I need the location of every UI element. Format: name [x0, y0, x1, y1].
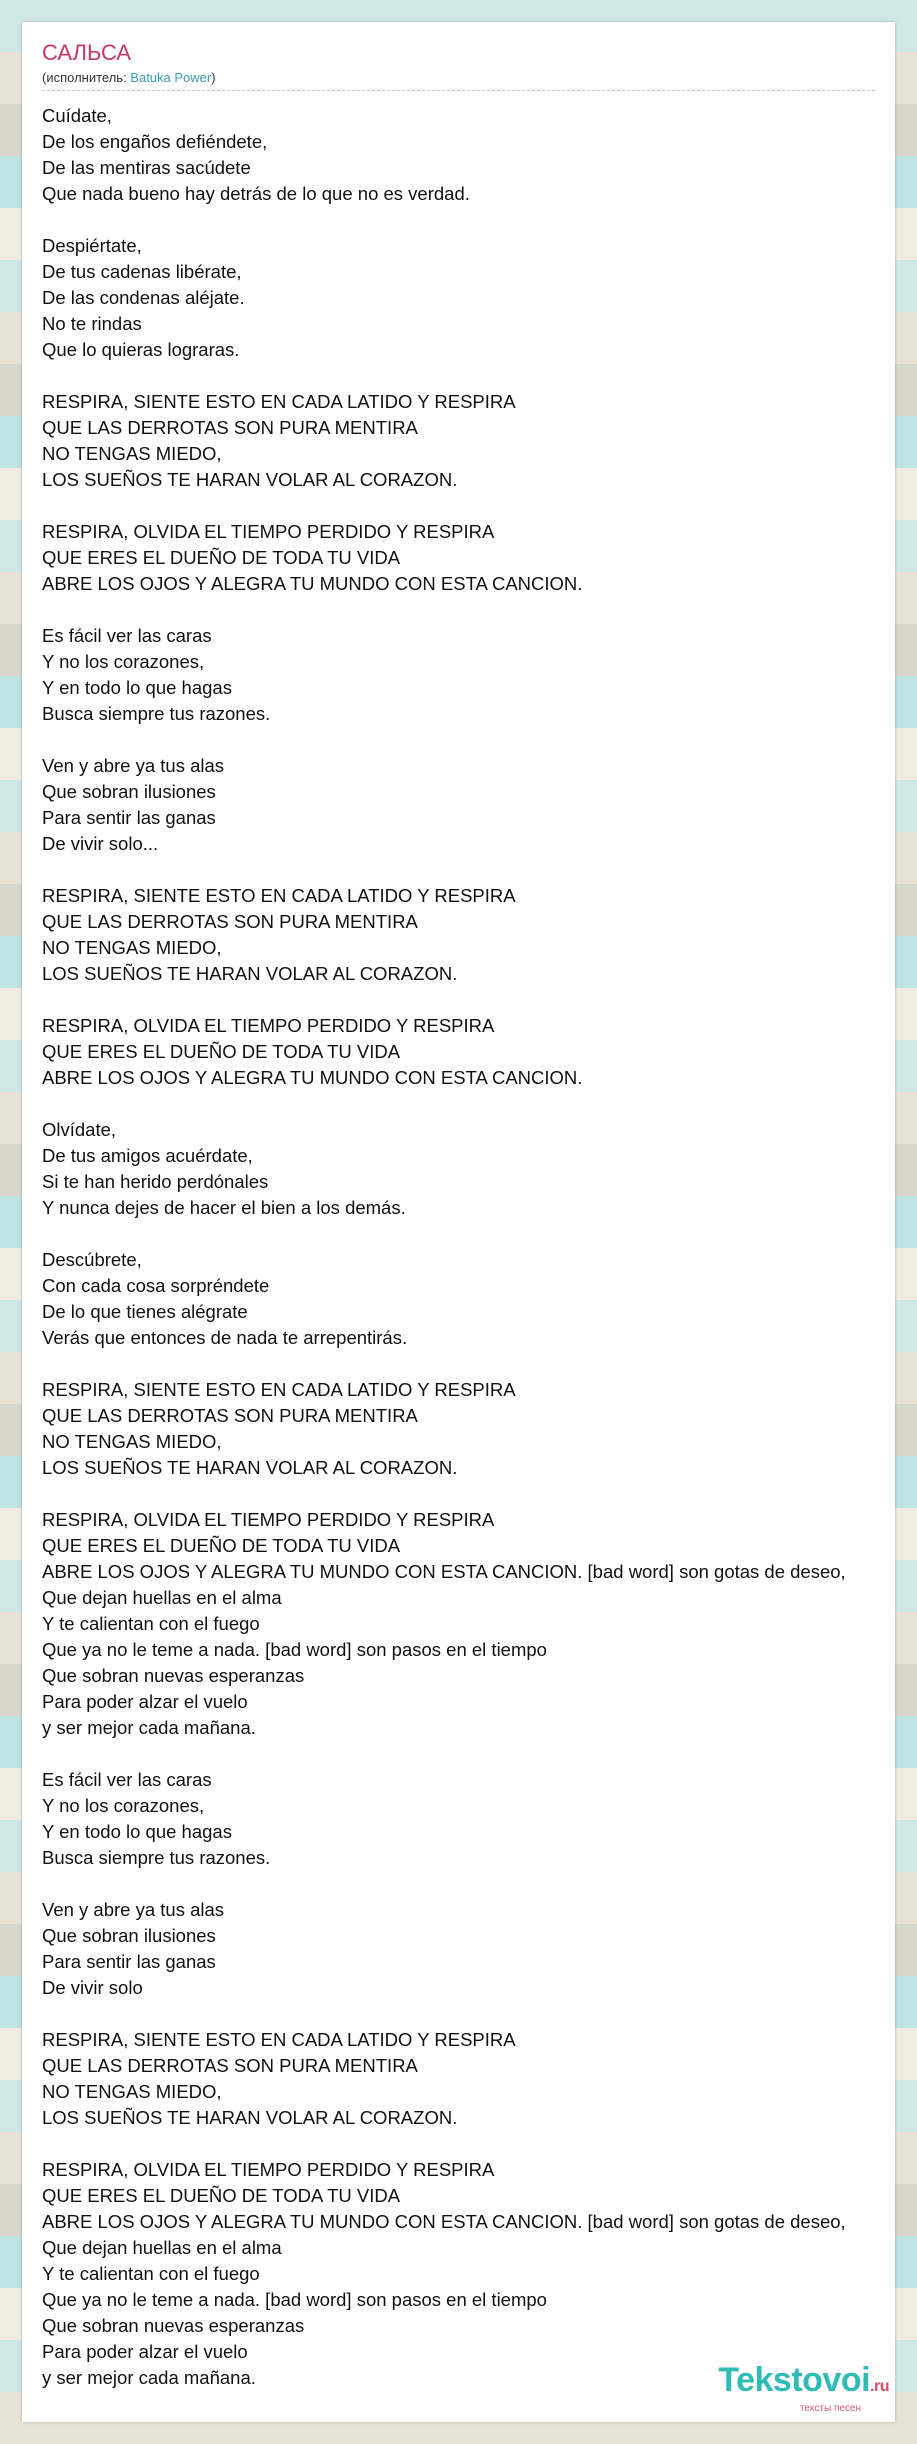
title-divider [42, 90, 875, 91]
logo-name: Tekstovoi [718, 2361, 871, 2399]
logo-tld: .ru [870, 2378, 889, 2395]
artist-line [42, 70, 216, 86]
site-logo[interactable] [718, 2362, 889, 2414]
artist-suffix: ) [211, 70, 216, 85]
lyrics-card [22, 22, 895, 2422]
lyrics-text: Cuídate, De los engaños defiéndete, De las mentiras sacúdete Que nada bueno hay detrás de lo que no es verdad. Despiértate, De tus cadenas libérate, De las condenas aléjate. No te rindas Que lo quieras lograras. RESPIRA, SIENTE ESTO EN CADA LATIDO Y RESPIRA QUE LAS DERROTAS SON PURA MENTIRA NO TENGAS MIEDO, LOS SUEÑOS TE HARAN VOLAR AL CORAZON. RESPIRA, OLVIDA EL TIEMPO PERDIDO Y RESPIRA QUE ERES EL DUEÑO DE TODA TU VIDA ABRE LOS OJOS Y ALEGRA TU MUNDO CON ESTA CANCION. Es fácil ver las caras Y no los corazones, Y en todo lo que hagas Busca siempre tus razones. Ven y abre ya tus alas Que sobran ilusiones Para sentir las ganas De vivir solo... RESPIRA, SIENTE ESTO EN CADA LATIDO Y RESPIRA QUE LAS DERROTAS SON PURA MENTIRA NO TENGAS MIEDO, LOS SUEÑOS TE HARAN VOLAR AL CORAZON. RESPIRA, OLVIDA EL TIEMPO PERDIDO Y RESPIRA QUE ERES EL DUEÑO DE TODA TU VIDA ABRE LOS OJOS Y ALEGRA TU MUNDO CON ESTA CANCION. Olvídate, De tus amigos acuérdate, Si te han herido perdónales Y nunca dejes de hacer el bien a los demás. Descúbrete, Con cada cosa sorpréndete De lo que tienes alégrate Verás que entonces de nada te arrepentirás. RESPIRA, SIENTE ESTO EN CADA LATIDO Y RESPIRA QUE LAS DERROTAS SON PURA MENTIRA NO TENGAS MIEDO, LOS SUEÑOS TE HARAN VOLAR AL CORAZON. RESPIRA, OLVIDA EL TIEMPO PERDIDO Y RESPIRA QUE ERES EL DUEÑO DE TODA TU VIDA ABRE LOS OJOS Y ALEGRA TU MUNDO CON ESTA CANCION. [bad word] son gotas de deseo, Que dejan huellas en el alma Y te calientan con el fuego Que ya no le teme a nada. [bad word] son pasos en el tiempo Que sobran nuevas esperanzas Para poder alzar el vuelo y ser mejor cada mañana. Es fácil ver las caras Y no los corazones, Y en todo lo que hagas Busca siempre tus razones. Ven y abre ya tus alas Que sobran ilusiones Para sentir las ganas De vivir solo RESPIRA, SIENTE ESTO EN CADA LATIDO Y RESPIRA QUE LAS DERROTAS SON PURA MENTIRA NO TENGAS MIEDO, LOS SUEÑOS TE HARAN VOLAR AL CORAZON. RESPIRA, OLVIDA EL TIEMPO PERDIDO Y RESPIRA QUE ERES EL DUEÑO DE TODA TU VIDA ABRE LOS OJOS Y ALEGRA TU MUNDO CON ESTA CANCION. [bad word] son gotas de deseo, Que dejan huellas en el alma Y te calientan con el fuego Que ya no le teme a nada. [bad word] son pasos en el tiempo Que sobran nuevas esperanzas Para poder alzar el vuelo y ser mejor cada mañana. [42, 105, 846, 2388]
artist-link[interactable]: Batuka Power [130, 70, 212, 85]
logo-wordmark [718, 2362, 889, 2405]
artist-prefix: (исполнитель: [42, 70, 131, 85]
logo-tagline: тексты песен [799, 2403, 861, 2414]
song-title: САЛЬСА [42, 40, 132, 65]
